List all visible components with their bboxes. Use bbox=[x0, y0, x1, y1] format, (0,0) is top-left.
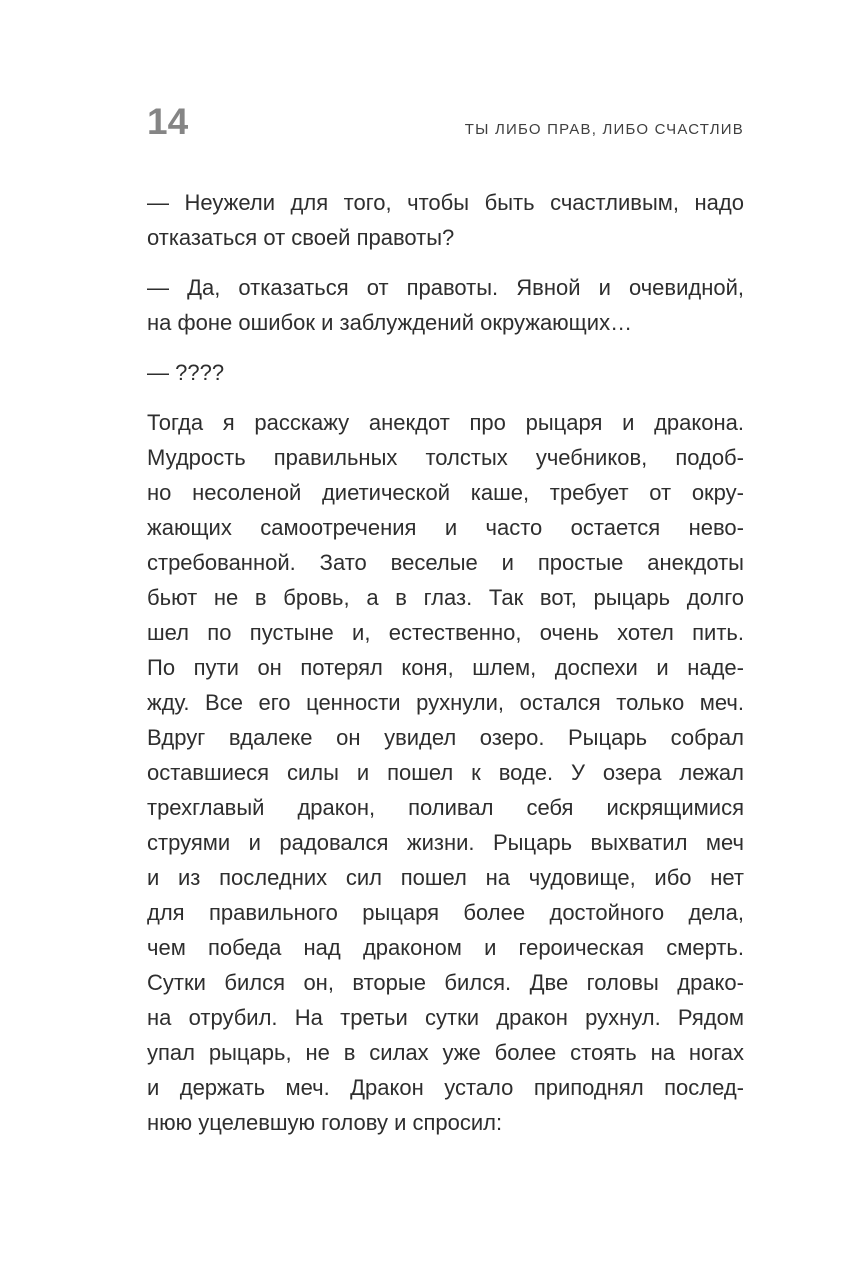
page-body bbox=[147, 185, 744, 1140]
page-number: 14 bbox=[147, 101, 189, 142]
text-line: трехглавый дракон, поливал себя искрящимися bbox=[147, 795, 744, 820]
text-line: но несоленой диетической каше, требует от окру- bbox=[147, 480, 744, 505]
text-line: струями и радовался жизни. Рыцарь выхватил меч bbox=[147, 830, 744, 855]
text-line: Тогда я расскажу анекдот про рыцаря и дракона. bbox=[147, 410, 744, 435]
text-line: Мудрость правильных толстых учебников, подоб- bbox=[147, 445, 744, 470]
text-line: — Да, отказаться от правоты. Явной и очевидной, bbox=[147, 275, 744, 300]
text-line: и из последних сил пошел на чудовище, ибо нет bbox=[147, 865, 744, 890]
paragraph bbox=[147, 270, 744, 340]
text-line: — Неужели для того, чтобы быть счастливым, надо bbox=[147, 190, 744, 215]
text-line: на фоне ошибок и заблуждений окружающих… bbox=[147, 310, 633, 335]
page-header bbox=[147, 103, 744, 140]
text-line: Вдруг вдалеке он увидел озеро. Рыцарь собрал bbox=[147, 725, 744, 750]
text-line: бьют не в бровь, а в глаз. Так вот, рыцарь долго bbox=[147, 585, 744, 610]
text-line: отказаться от своей правоты? bbox=[147, 225, 455, 250]
text-line: жающих самоотречения и часто остается нево- bbox=[147, 515, 744, 540]
text-line: — ???? bbox=[147, 360, 225, 385]
text-line: оставшиеся силы и пошел к воде. У озера лежал bbox=[147, 760, 744, 785]
text-line: стребованной. Зато веселые и простые анекдоты bbox=[147, 550, 744, 575]
paragraph bbox=[147, 185, 744, 255]
text-line: нюю уцелевшую голову и спросил: bbox=[147, 1110, 503, 1135]
text-line: упал рыцарь, не в силах уже более стоять на ногах bbox=[147, 1040, 744, 1065]
text-line: на отрубил. На третьи сутки дракон рухнул. Рядом bbox=[147, 1005, 744, 1030]
text-line: жду. Все его ценности рухнули, остался только меч. bbox=[147, 690, 744, 715]
text-line: По пути он потерял коня, шлем, доспехи и наде- bbox=[147, 655, 744, 680]
text-line: чем победа над драконом и героическая смерть. bbox=[147, 935, 744, 960]
text-line: Сутки бился он, вторые бился. Две головы драко- bbox=[147, 970, 744, 995]
running-header: ТЫ ЛИБО ПРАВ, ЛИБО СЧАСТЛИВ bbox=[464, 121, 744, 138]
text-line: для правильного рыцаря более достойного дела, bbox=[147, 900, 744, 925]
text-line: шел по пустыне и, естественно, очень хотел пить. bbox=[147, 620, 744, 645]
text-line: и держать меч. Дракон устало приподнял послед- bbox=[147, 1075, 744, 1100]
paragraph bbox=[147, 355, 744, 390]
paragraph bbox=[147, 405, 744, 1140]
